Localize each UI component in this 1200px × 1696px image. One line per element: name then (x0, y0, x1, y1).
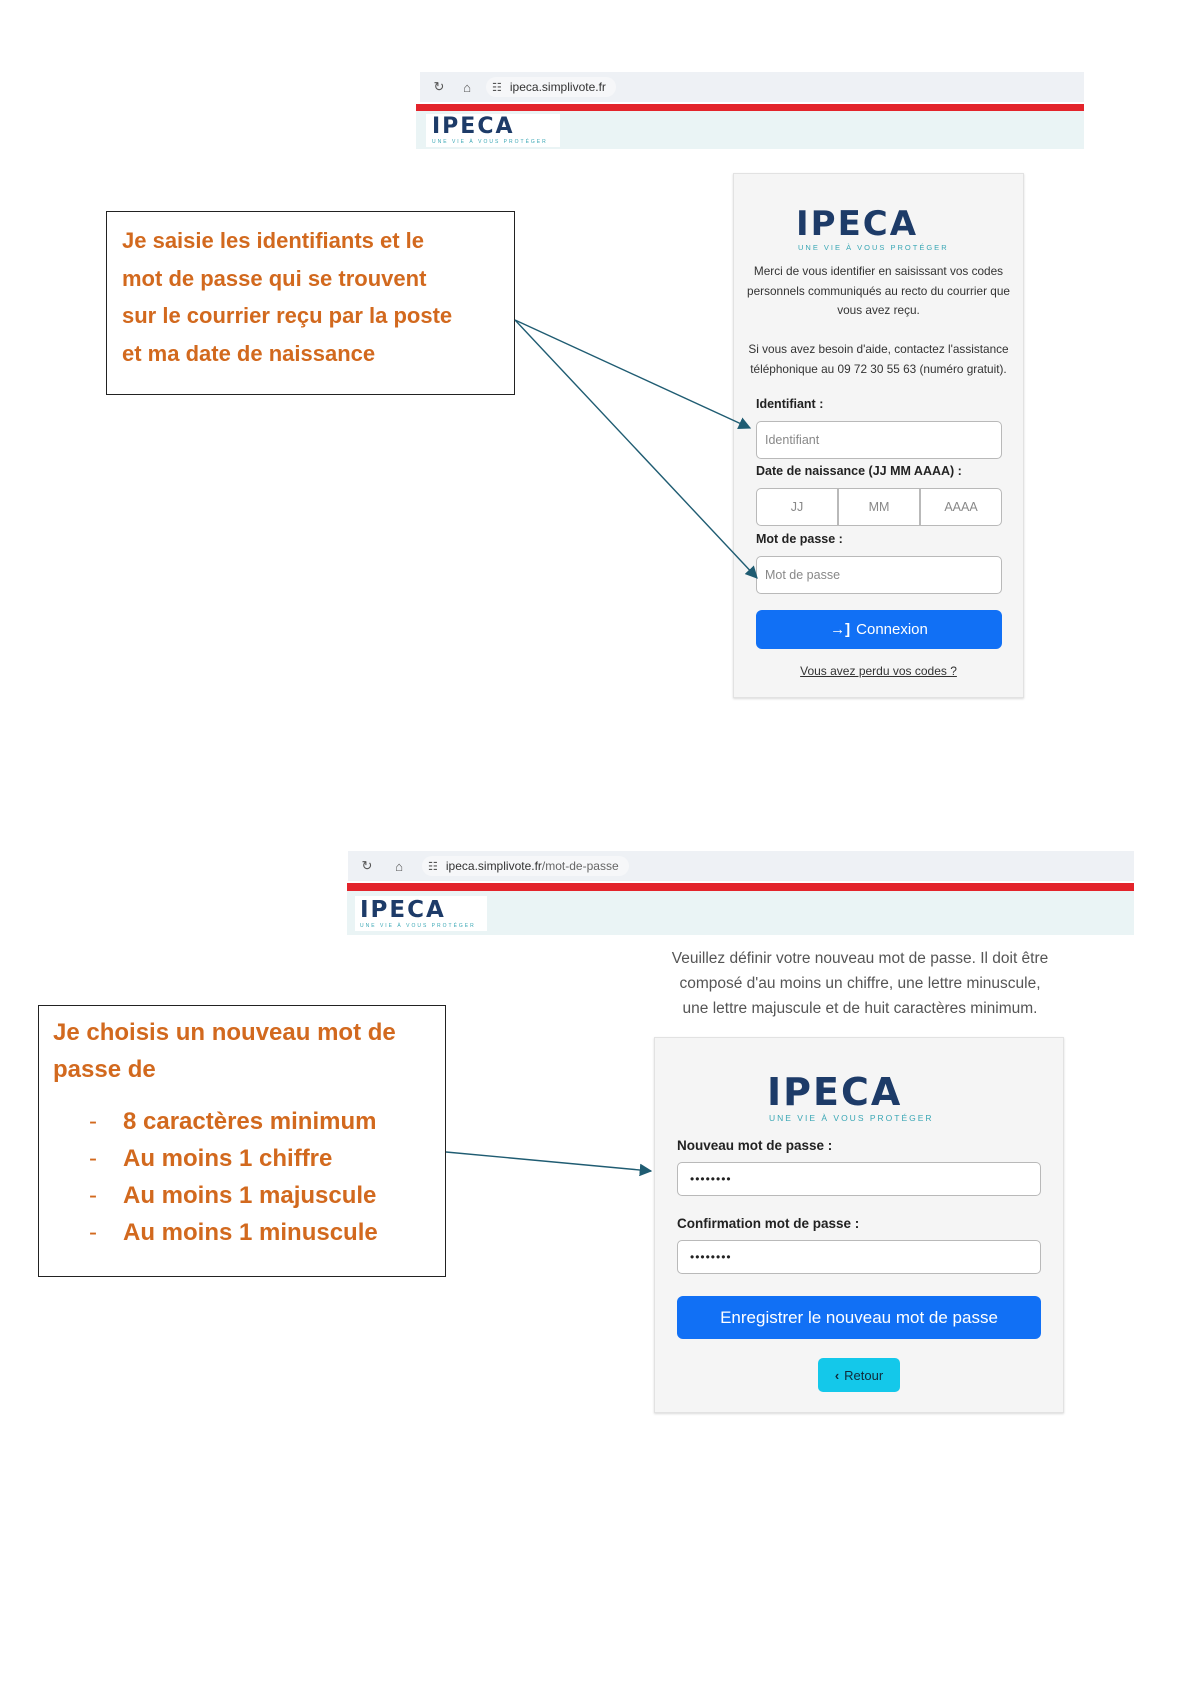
new-password-value: •••••••• (690, 1172, 732, 1186)
rule-text: Au moins 1 majuscule (123, 1182, 377, 1209)
sign-in-icon: →] (830, 621, 851, 638)
annotation-line: et ma date de naissance (122, 340, 376, 366)
annotation-line: Je choisis un nouveau mot de (53, 1019, 396, 1046)
bullet-dash: - (89, 1145, 97, 1172)
url-host: ipeca.simplivote.fr (509, 80, 606, 94)
arrow-to-identifiant (515, 320, 750, 428)
arrow-to-new-password (446, 1152, 651, 1171)
logo-tagline: UNE VIE À VOUS PROTÉGER (360, 922, 476, 929)
instruction-line: composé d'au moins un chiffre, une lettre minuscule, (679, 975, 1041, 992)
save-password-button-label: Enregistrer le nouveau mot de passe (720, 1307, 998, 1327)
instruction-line: Veuillez définir votre nouveau mot de passe. Il doit être (671, 950, 1049, 967)
logo-tagline: UNE VIE À VOUS PROTÉGER (798, 242, 949, 252)
url-path: /mot-de-passe (541, 859, 619, 873)
logo-tagline: UNE VIE À VOUS PROTÉGER (769, 1113, 934, 1124)
annotation-line: Je saisie les identifiants et le (122, 228, 425, 253)
birthdate-label: Date de naissance (JJ MM AAAA) : (756, 464, 962, 478)
bullet-dash: - (89, 1219, 97, 1246)
bullet-dash: - (89, 1182, 97, 1209)
connexion-button-label: Connexion (856, 621, 928, 638)
instruction-line: une lettre majuscule et de huit caractères minimum. (682, 1000, 1038, 1017)
url-host: ipeca.simplivote.fr (445, 859, 542, 873)
annotation-line: sur le courrier reçu par la poste (122, 303, 453, 328)
tune-icon[interactable]: ☷ (492, 81, 502, 94)
bullet-dash: - (89, 1108, 97, 1135)
login-intro-text: Merci de vous identifier en saisissant vos codes personnels communiqués au recto du courrier que vous avez reçu. (747, 264, 1010, 317)
home-icon[interactable]: ⌂ (463, 79, 471, 95)
rule-text: 8 caractères minimum (123, 1108, 377, 1135)
tune-icon[interactable]: ☷ (428, 860, 438, 873)
logo-tagline: UNE VIE À VOUS PROTÉGER (432, 139, 548, 145)
logo-word: IPECA (432, 114, 515, 139)
new-password-label: Nouveau mot de passe : (677, 1138, 833, 1153)
home-icon[interactable]: ⌂ (395, 858, 403, 874)
logo-word: IPECA (767, 1070, 903, 1115)
confirm-password-value: •••••••• (690, 1250, 732, 1264)
confirm-password-label: Confirmation mot de passe : (677, 1216, 860, 1231)
help-text: Si vous avez besoin d'aide, contactez l'assistance téléphonique au 09 72 30 55 63 (numéro gratuit). (748, 342, 1009, 376)
password-label: Mot de passe : (756, 532, 843, 546)
logo-word: IPECA (796, 203, 919, 244)
chevron-left-icon: ‹ (834, 1367, 840, 1383)
identifiant-label: Identifiant : (756, 397, 824, 411)
lost-codes-link[interactable]: Vous avez perdu vos codes ? (800, 664, 957, 678)
annotation-line: passe de (53, 1056, 156, 1083)
annotation-line: mot de passe qui se trouvent (122, 265, 427, 291)
back-button-label: Retour (844, 1367, 884, 1383)
reload-icon[interactable]: ↻ (361, 858, 373, 873)
logo-word: IPECA (360, 896, 446, 923)
rule-text: Au moins 1 minuscule (123, 1219, 378, 1246)
arrow-to-password (515, 320, 757, 578)
rule-text: Au moins 1 chiffre (123, 1145, 333, 1172)
reload-icon[interactable]: ↻ (433, 79, 445, 94)
